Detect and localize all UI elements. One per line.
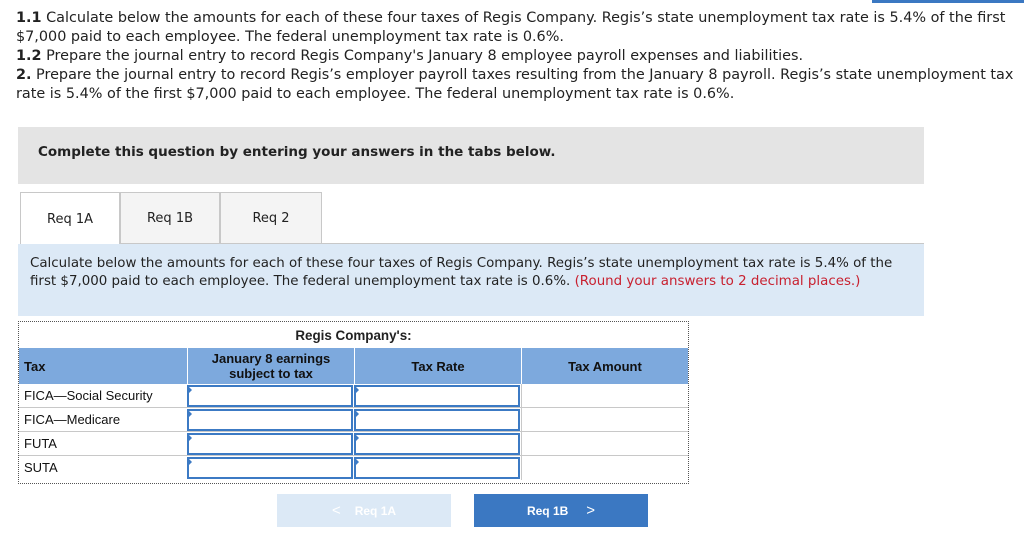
header-tax: Tax <box>24 358 46 374</box>
rounding-note: (Round your answers to 2 decimal places.) <box>574 273 861 289</box>
tax-rate-input-cell <box>354 385 520 407</box>
table-row <box>19 456 688 480</box>
tax-amount-cell <box>521 456 688 480</box>
instruction-1-2: 1.2 Prepare the journal entry to record Regis Company's January 8 employee payroll expenses and liabilities. <box>16 48 804 64</box>
earnings-input-cell <box>187 409 353 431</box>
row-label: FICA—Medicare <box>24 412 121 427</box>
next-req-label: Req 1B <box>526 503 569 518</box>
row-label: FUTA <box>24 436 57 451</box>
earnings-input[interactable] <box>189 387 351 405</box>
calculation-instructions <box>18 244 924 316</box>
table-row <box>19 408 688 432</box>
tax-table <box>18 321 689 484</box>
earnings-input[interactable] <box>189 459 351 477</box>
earnings-input[interactable] <box>189 435 351 453</box>
table-row <box>19 384 688 408</box>
tab-req-1b[interactable]: Req 1B <box>120 192 220 244</box>
earnings-input-cell <box>187 457 353 479</box>
earnings-input-cell <box>187 433 353 455</box>
row-label: FICA—Social Security <box>24 388 153 403</box>
header-tax-rate: Tax Rate <box>354 348 521 384</box>
tax-rate-input[interactable] <box>356 435 518 453</box>
tab-req-1a[interactable]: Req 1A <box>20 192 120 245</box>
tax-rate-input[interactable] <box>356 387 518 405</box>
chevron-left-icon: < <box>331 502 341 519</box>
instructions <box>16 9 1016 104</box>
tax-amount-cell <box>521 408 688 432</box>
earnings-input[interactable] <box>189 411 351 429</box>
tax-rate-input[interactable] <box>356 459 518 477</box>
complete-question-text: Complete this question by entering your answers in the tabs below. <box>38 144 556 160</box>
complete-question-banner <box>18 127 924 184</box>
header-tax-amount: Tax Amount <box>521 348 688 384</box>
prev-req-button[interactable] <box>277 494 451 527</box>
tax-amount-cell <box>521 384 688 408</box>
tab-req-2[interactable]: Req 2 <box>220 192 322 244</box>
tax-rate-input-cell <box>354 433 520 455</box>
tax-rate-input-cell <box>354 409 520 431</box>
table-header-row <box>19 348 688 384</box>
earnings-input-cell <box>187 385 353 407</box>
instruction-2: 2. Prepare the journal entry to record Regis’s employer payroll taxes resulting from the January 8 payroll. Regis’s state unemployment tax rate is 5.4% of the first $7,000 paid to each employee. The federal unemployment tax rate is 0.6%. <box>16 67 1014 102</box>
row-label: SUTA <box>24 460 58 475</box>
header-earnings: January 8 earnings subject to tax <box>187 348 354 384</box>
top-accent-bar <box>872 0 1024 3</box>
table-caption: Regis Company's: <box>295 328 412 343</box>
next-req-button[interactable] <box>474 494 648 527</box>
tax-amount-cell <box>521 432 688 456</box>
tax-rate-input[interactable] <box>356 411 518 429</box>
chevron-right-icon: > <box>586 502 596 519</box>
tax-rate-input-cell <box>354 457 520 479</box>
prev-req-label: Req 1A <box>354 503 397 518</box>
table-row <box>19 432 688 456</box>
instruction-1-1: 1.1 Calculate below the amounts for each of these four taxes of Regis Company. Regis’s state unemployment tax rate is 5.4% of the first $7,000 paid to each employee. The federal unemployment tax rate is 0.6%. <box>16 10 1006 45</box>
calc-text: Calculate below the amounts for each of these four taxes of Regis Company. Regis’s state unemployment tax rate is 5.4% of the first $7,000 paid to each employee. The federal unemployment tax rate is 0.6%. <box>30 256 893 289</box>
